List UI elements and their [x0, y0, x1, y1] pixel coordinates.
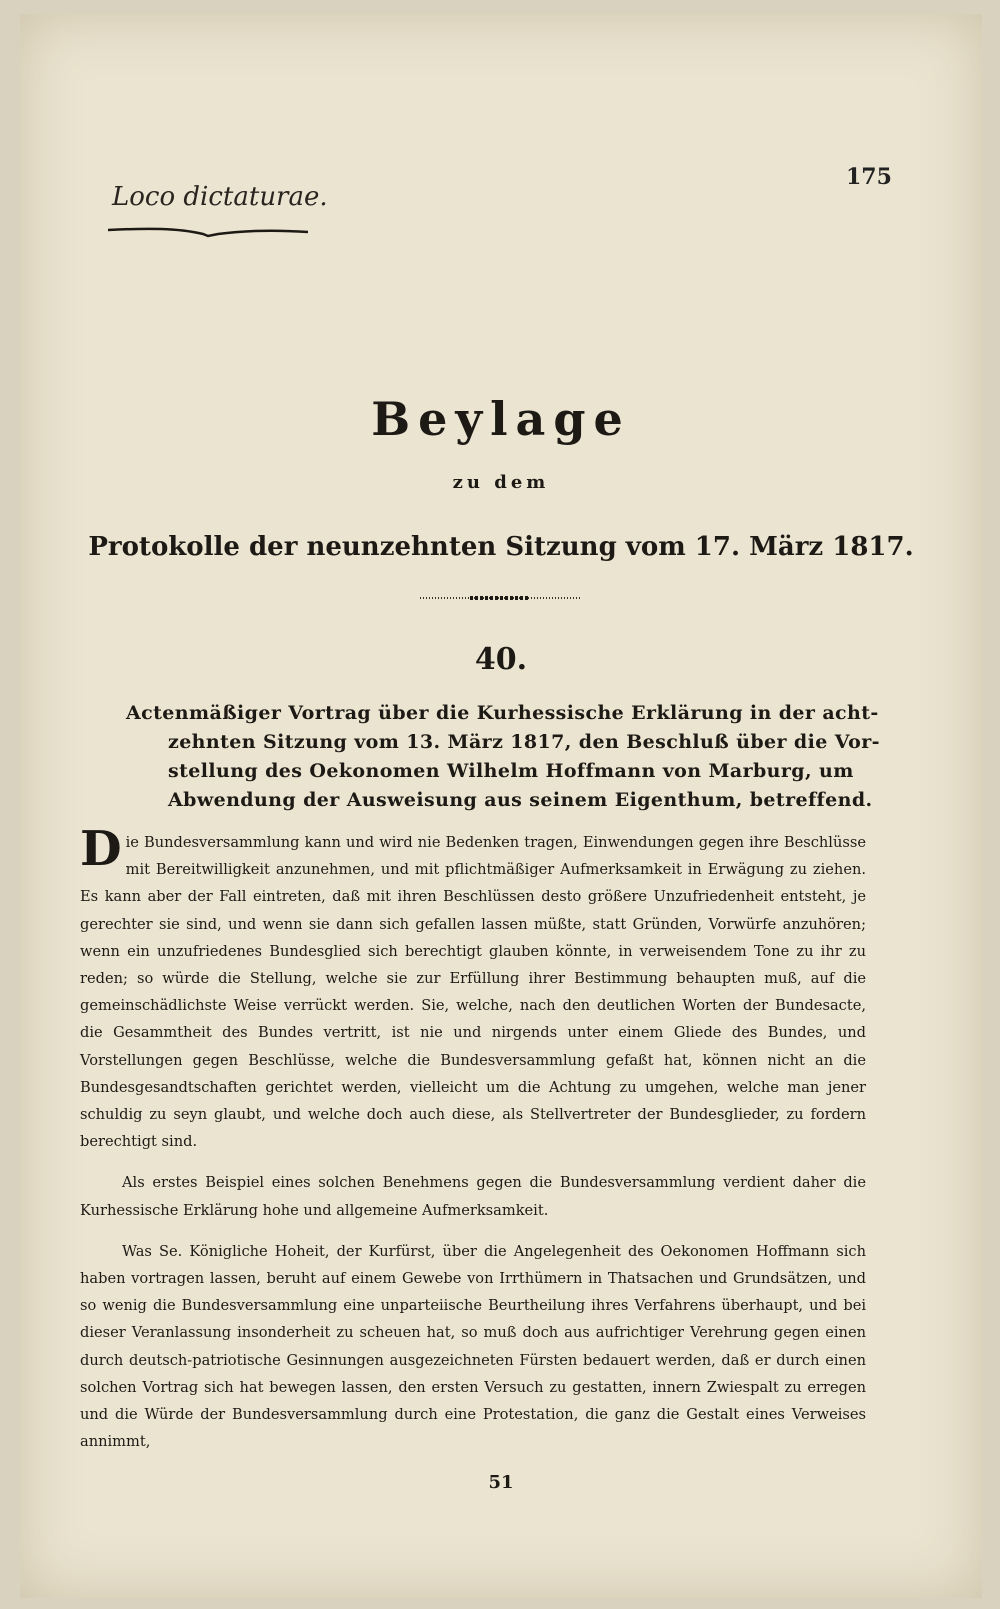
page-number: 175	[846, 164, 892, 190]
item-heading-line: zehnten Sitzung vom 13. März 1817, den Beschluß über die Vor-	[168, 731, 880, 753]
drop-cap: D	[80, 821, 122, 877]
item-heading-line: Actenmäßiger Vortrag über die Kurhessische Erklärung in der acht-	[126, 702, 879, 724]
paragraph: Als erstes Beispiel eines solchen Benehmens gegen die Bundesversammlung verdient daher die Kurhessische Erklärung hohe und allgemeine Aufmerksamkeit.	[80, 1174, 866, 1219]
document-page	[20, 14, 982, 1598]
protocol-subtitle: Protokolle der neunzehnten Sitzung vom 17. März 1817.	[88, 532, 914, 562]
item-number: 40.	[474, 642, 528, 677]
item-heading-line: stellung des Oekonomen Wilhelm Hoffmann von Marburg, um	[168, 760, 854, 782]
paragraph: Was Se. Königliche Hoheit, der Kurfürst, über die Angelegenheit des Oekonomen Hoffmann sich haben vortragen lassen, beruht auf einem Gewebe von Irrthümern in Thatsachen und Grundsätzen, und so wenig die Bundesversammlung eine unparteiische Beurtheilung ihres Verfahrens überhaupt, und bei dieser Veranlassung insonderheit zu scheuen hat, so muß doch aus aufrichtiger Verehrung gegen einen durch deutsch-patriotische Gesinnungen ausgezeichneten Fürsten bedauert werden, daß er durch einen solchen Vortrag sich hat bewegen lassen, den ersten Versuch zu gestatten, innern Zwiespalt zu erregen und die Würde der Bundesversammlung durch eine Protestation, die ganz die Gestalt eines Verweises annimmt,	[80, 1242, 866, 1451]
header-annotation: Loco dictaturae.	[112, 182, 328, 212]
dotted-divider	[420, 594, 580, 602]
paragraph	[80, 821, 866, 1155]
item-heading-line: Abwendung der Ausweisung aus seinem Eigenthum, betreffend.	[168, 789, 873, 811]
header-flourish	[108, 224, 308, 240]
paragraph-text: ie Bundesversammlung kann und wird nie Bedenken tragen, Einwendungen gegen ihre Beschlüsse mit Bereitwilligkeit anzunehmen, und mit pflichtmäßiger Aufmerksamkeit in Erwägung zu ziehen. Es kann aber der Fall eintreten, daß mit ihren Beschlüssen desto größere Unzufriedenheit entsteht, je gerechter sie sind, und wenn sie dann sich gefallen lassen müßte, statt Gründen, Vorwürfe anzuhören; wenn ein unzufriedenes Bundesglied sich berechtigt glauben könnte, in verweisendem Tone zu ihr zu reden; so würde die Stellung, welche sie zur Erfüllung ihrer Bestimmung behaupten muß, auf die gemeinschädlichste Weise verrückt werden. Sie, welche, nach den deutlichen Worten der Bundesacte, die Gesammtheit des Bundes vertritt, ist nie und nirgends unter einem Gliede des Bundes, und Vorstellungen gegen Beschlüsse, welche die Bundesversammlung gefaßt hat, können nicht an die Bundesgesandtschaften gerichtet werden, vielleicht um die Achtung zu umgehen, welche man jener schuldig zu seyn glaubt, und welche doch auch diese, als Stellvertreter der Bundesglieder, zu fordern berechtigt sind.	[80, 834, 866, 1151]
section-title: Beylage	[371, 392, 631, 446]
signature-mark: 51	[488, 1472, 514, 1493]
body-text	[80, 821, 866, 1469]
item-heading	[126, 699, 878, 815]
subtitle-connector: zu dem	[452, 472, 550, 493]
